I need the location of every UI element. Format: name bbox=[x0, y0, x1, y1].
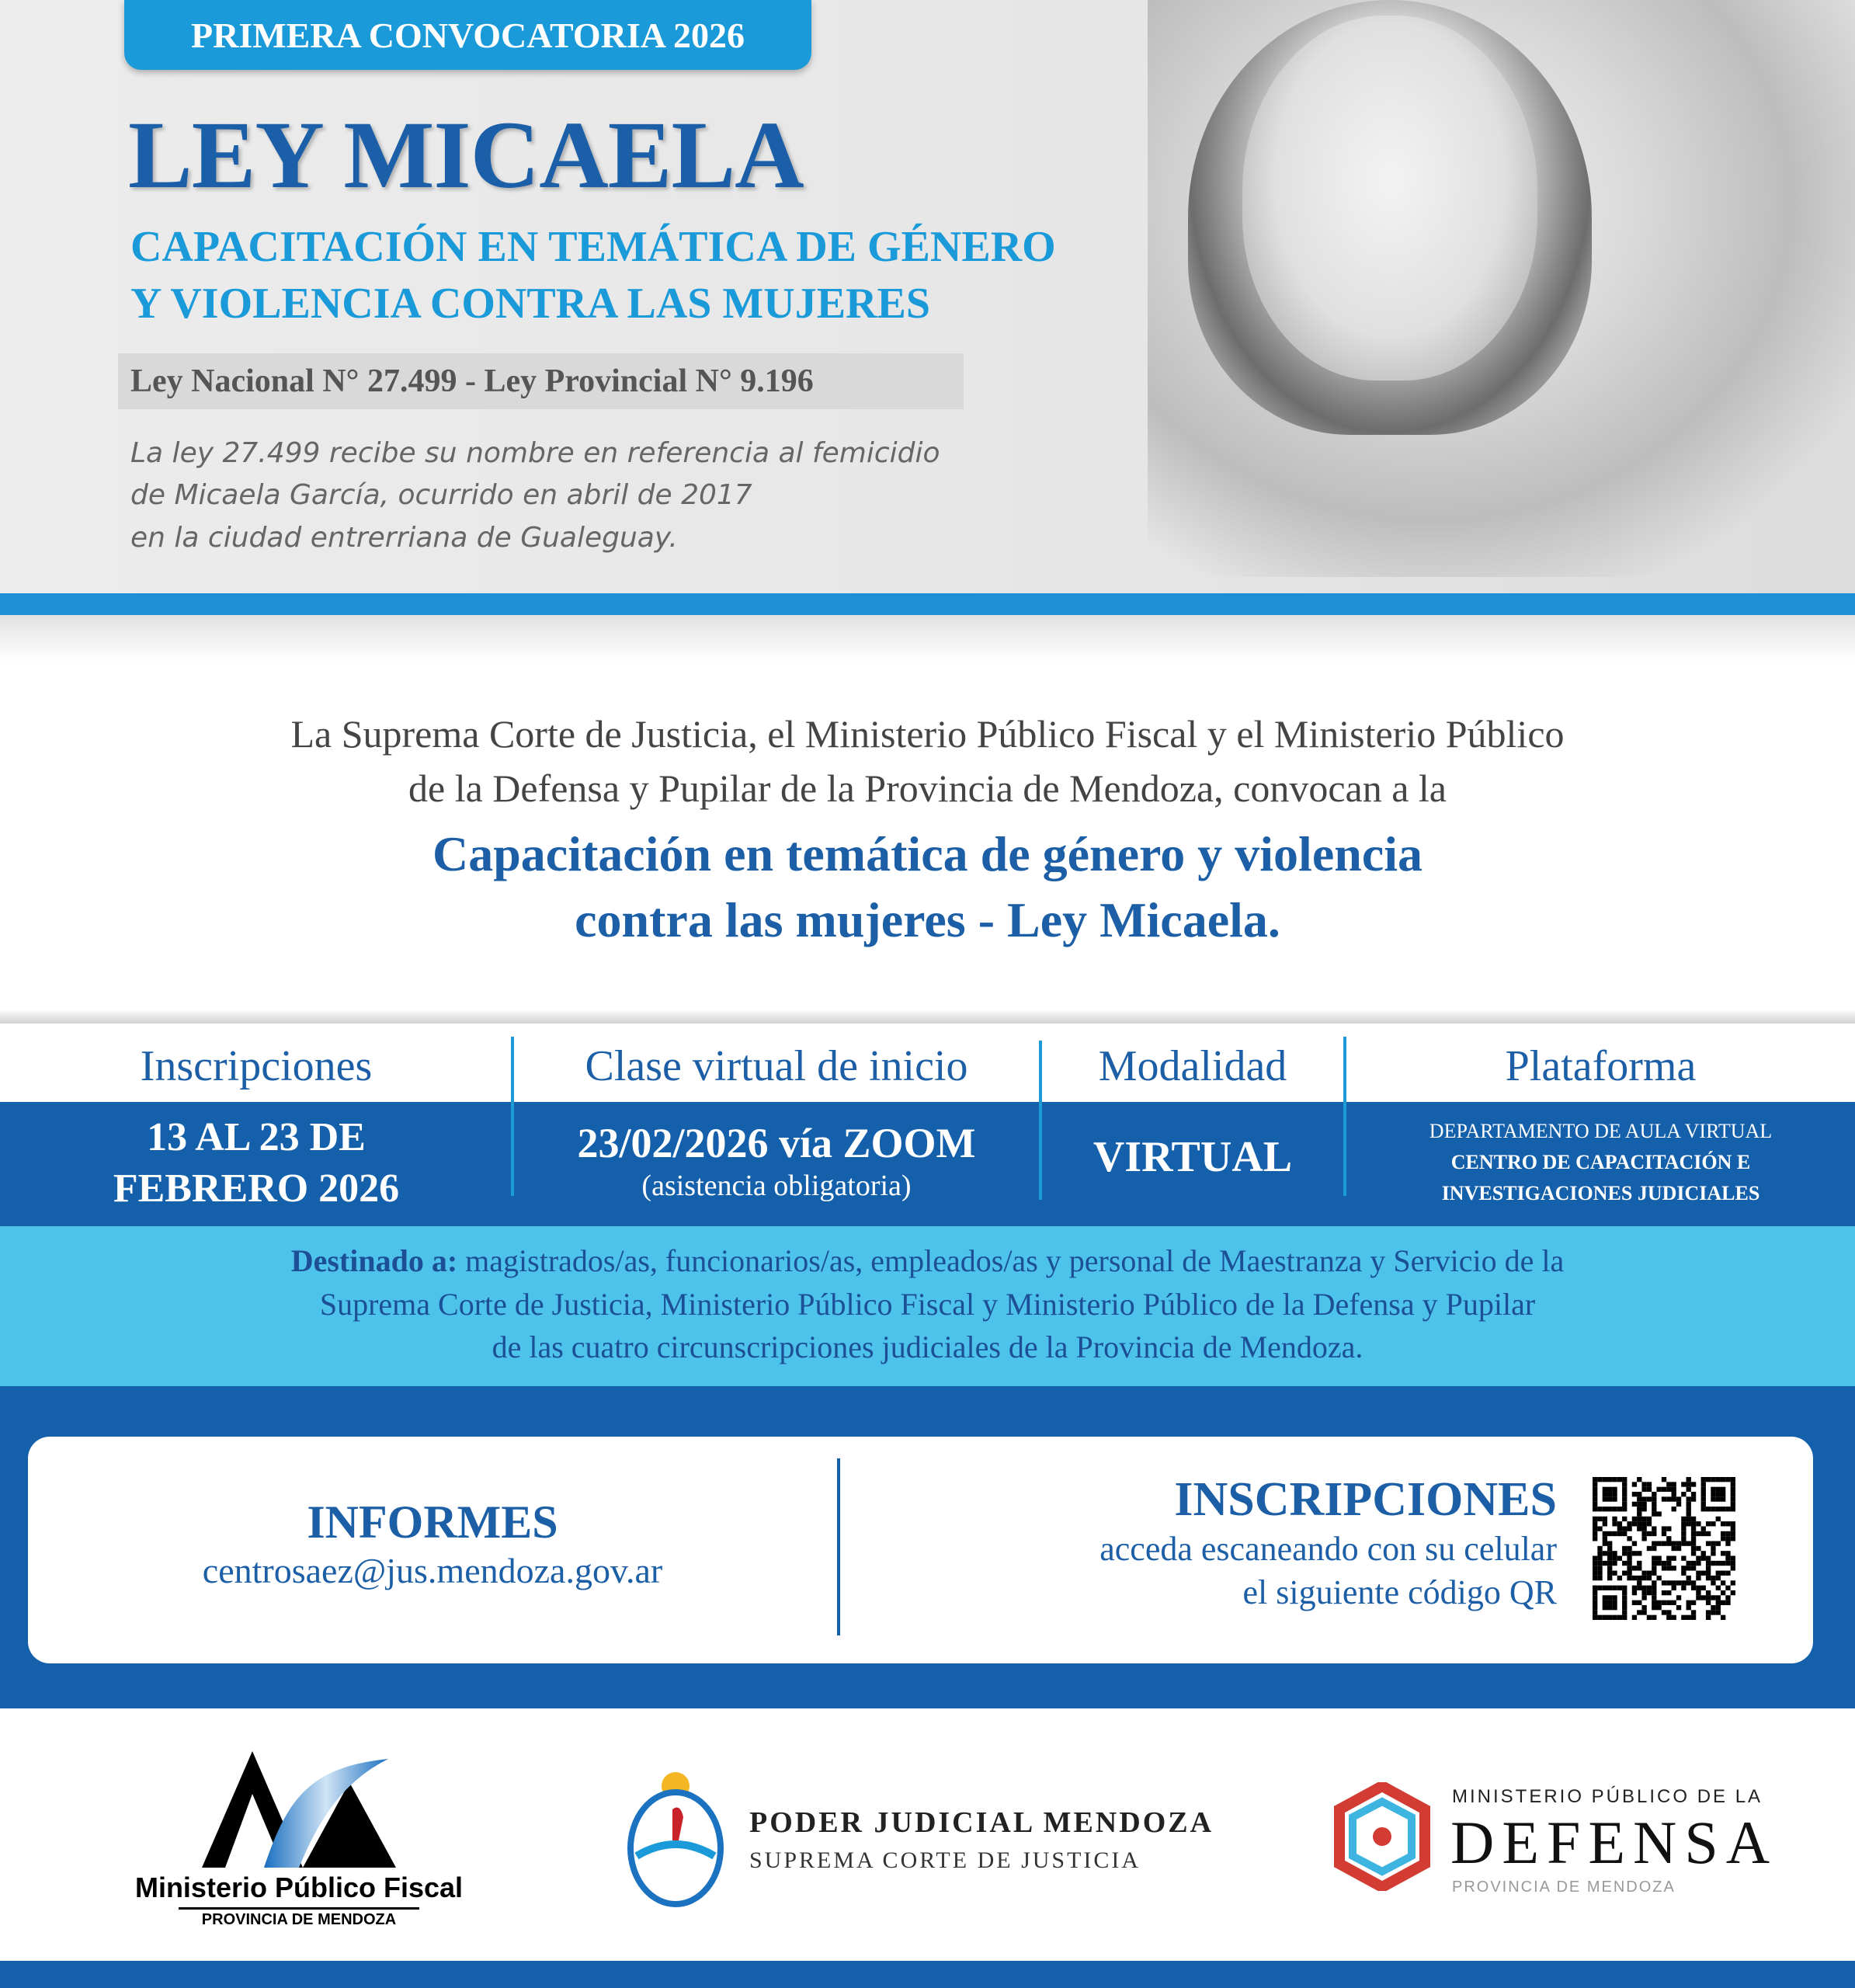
footer-bar bbox=[0, 1961, 1855, 1988]
subtitle-line: CAPACITACIÓN EN TEMÁTICA DE GÉNERO bbox=[130, 223, 1056, 271]
course-title-line: Capacitación en temática de género y violencia bbox=[432, 826, 1423, 881]
description-line: de Micaela García, ocurrido en abril de 2017 bbox=[130, 479, 752, 511]
description-line: La ley 27.499 recibe su nombre en referencia al femicidio bbox=[130, 437, 940, 469]
plataforma-value bbox=[1346, 1116, 1855, 1209]
defensa-top: MINISTERIO PÚBLICO DE LA bbox=[1452, 1786, 1763, 1807]
audience-text: magistrados/as, funcionarios/as, empleados/as y personal de Maestranza y Servicio de la bbox=[457, 1243, 1565, 1278]
inscripciones-block bbox=[854, 1472, 1557, 1614]
qr-code[interactable] bbox=[1593, 1477, 1735, 1620]
mpf-sub: PROVINCIA DE MENDOZA bbox=[201, 1911, 397, 1928]
informes-title: INFORMES bbox=[307, 1496, 558, 1548]
defensa-sub: PROVINCIA DE MENDOZA bbox=[1452, 1879, 1676, 1896]
pj-name: PODER JUDICIAL MENDOZA bbox=[749, 1806, 1214, 1839]
defensa-logo bbox=[1328, 1778, 1809, 1903]
portrait-photo-face bbox=[1242, 16, 1537, 381]
value-line: CENTRO DE CAPACITACIÓN E bbox=[1450, 1151, 1751, 1173]
pj-logo bbox=[621, 1763, 1258, 1918]
informes-block bbox=[28, 1495, 837, 1593]
inscripciones-value bbox=[0, 1112, 512, 1215]
value-line: INVESTIGACIONES JUDICIALES bbox=[1441, 1182, 1760, 1204]
intro-line: La Suprema Corte de Justicia, el Ministerio Público Fiscal y el Ministerio Público bbox=[290, 712, 1565, 756]
qr-instruction: el siguiente código QR bbox=[1242, 1573, 1557, 1611]
audience-label: Destinado a: bbox=[290, 1243, 458, 1278]
value-line: FEBRERO 2026 bbox=[113, 1166, 400, 1211]
defensa-logo-mark bbox=[1328, 1782, 1436, 1891]
description-line: en la ciudad entrerriana de Gualeguay. bbox=[130, 522, 678, 554]
defensa-name: DEFENSA bbox=[1450, 1809, 1778, 1876]
value-line: DEPARTAMENTO DE AULA VIRTUAL bbox=[1429, 1120, 1773, 1142]
call-badge: PRIMERA CONVOCATORIA 2026 bbox=[124, 0, 811, 70]
email-link[interactable]: centrosaez@jus.mendoza.gov.ar bbox=[202, 1551, 663, 1590]
audience-line: de las cuatro circunscripciones judiciales de la Provincia de Mendoza. bbox=[492, 1329, 1363, 1364]
coat-of-arms-icon bbox=[621, 1763, 730, 1910]
mpf-name: Ministerio Público Fiscal bbox=[134, 1872, 464, 1903]
audience-line bbox=[0, 1242, 1855, 1280]
header-plataforma: Plataforma bbox=[1505, 1042, 1697, 1090]
page-title: LEY MICAELA bbox=[128, 102, 804, 208]
law-numbers: Ley Nacional N° 27.499 - Ley Provincial N° 9.196 bbox=[118, 353, 964, 409]
modalidad-value: VIRTUAL bbox=[1093, 1133, 1293, 1181]
intro-line: de la Defensa y Pupilar de la Provincia de Mendoza, convocan a la bbox=[408, 766, 1447, 810]
course-title-line: contra las mujeres - Ley Micaela. bbox=[575, 892, 1280, 947]
value-line: 13 AL 23 DE bbox=[147, 1115, 366, 1159]
header-inscripciones: Inscripciones bbox=[140, 1042, 373, 1090]
inscripciones-title: INSCRIPCIONES bbox=[1174, 1473, 1557, 1526]
subtitle-line: Y VIOLENCIA CONTRA LAS MUJERES bbox=[130, 280, 930, 328]
mpf-logo-mark bbox=[132, 1751, 466, 1868]
divider-shadow bbox=[0, 615, 1855, 662]
header-modalidad: Modalidad bbox=[1098, 1042, 1287, 1090]
mpf-logo bbox=[132, 1751, 466, 1930]
pj-sub: SUPREMA CORTE DE JUSTICIA bbox=[749, 1847, 1141, 1873]
header-clase: Clase virtual de inicio bbox=[585, 1042, 968, 1090]
section-separator bbox=[0, 1010, 1855, 1024]
clase-value bbox=[514, 1118, 1039, 1204]
audience-line: Suprema Corte de Justicia, Ministerio Público Fiscal y Ministerio Público de la Defensa y Pupilar bbox=[319, 1287, 1536, 1322]
divider-bar bbox=[0, 593, 1855, 615]
value-line: 23/02/2026 vía ZOOM bbox=[577, 1120, 976, 1166]
qr-instruction: acceda escaneando con su celular bbox=[1099, 1530, 1557, 1568]
value-line: (asistencia obligatoria) bbox=[641, 1170, 912, 1202]
card-divider bbox=[837, 1458, 840, 1635]
